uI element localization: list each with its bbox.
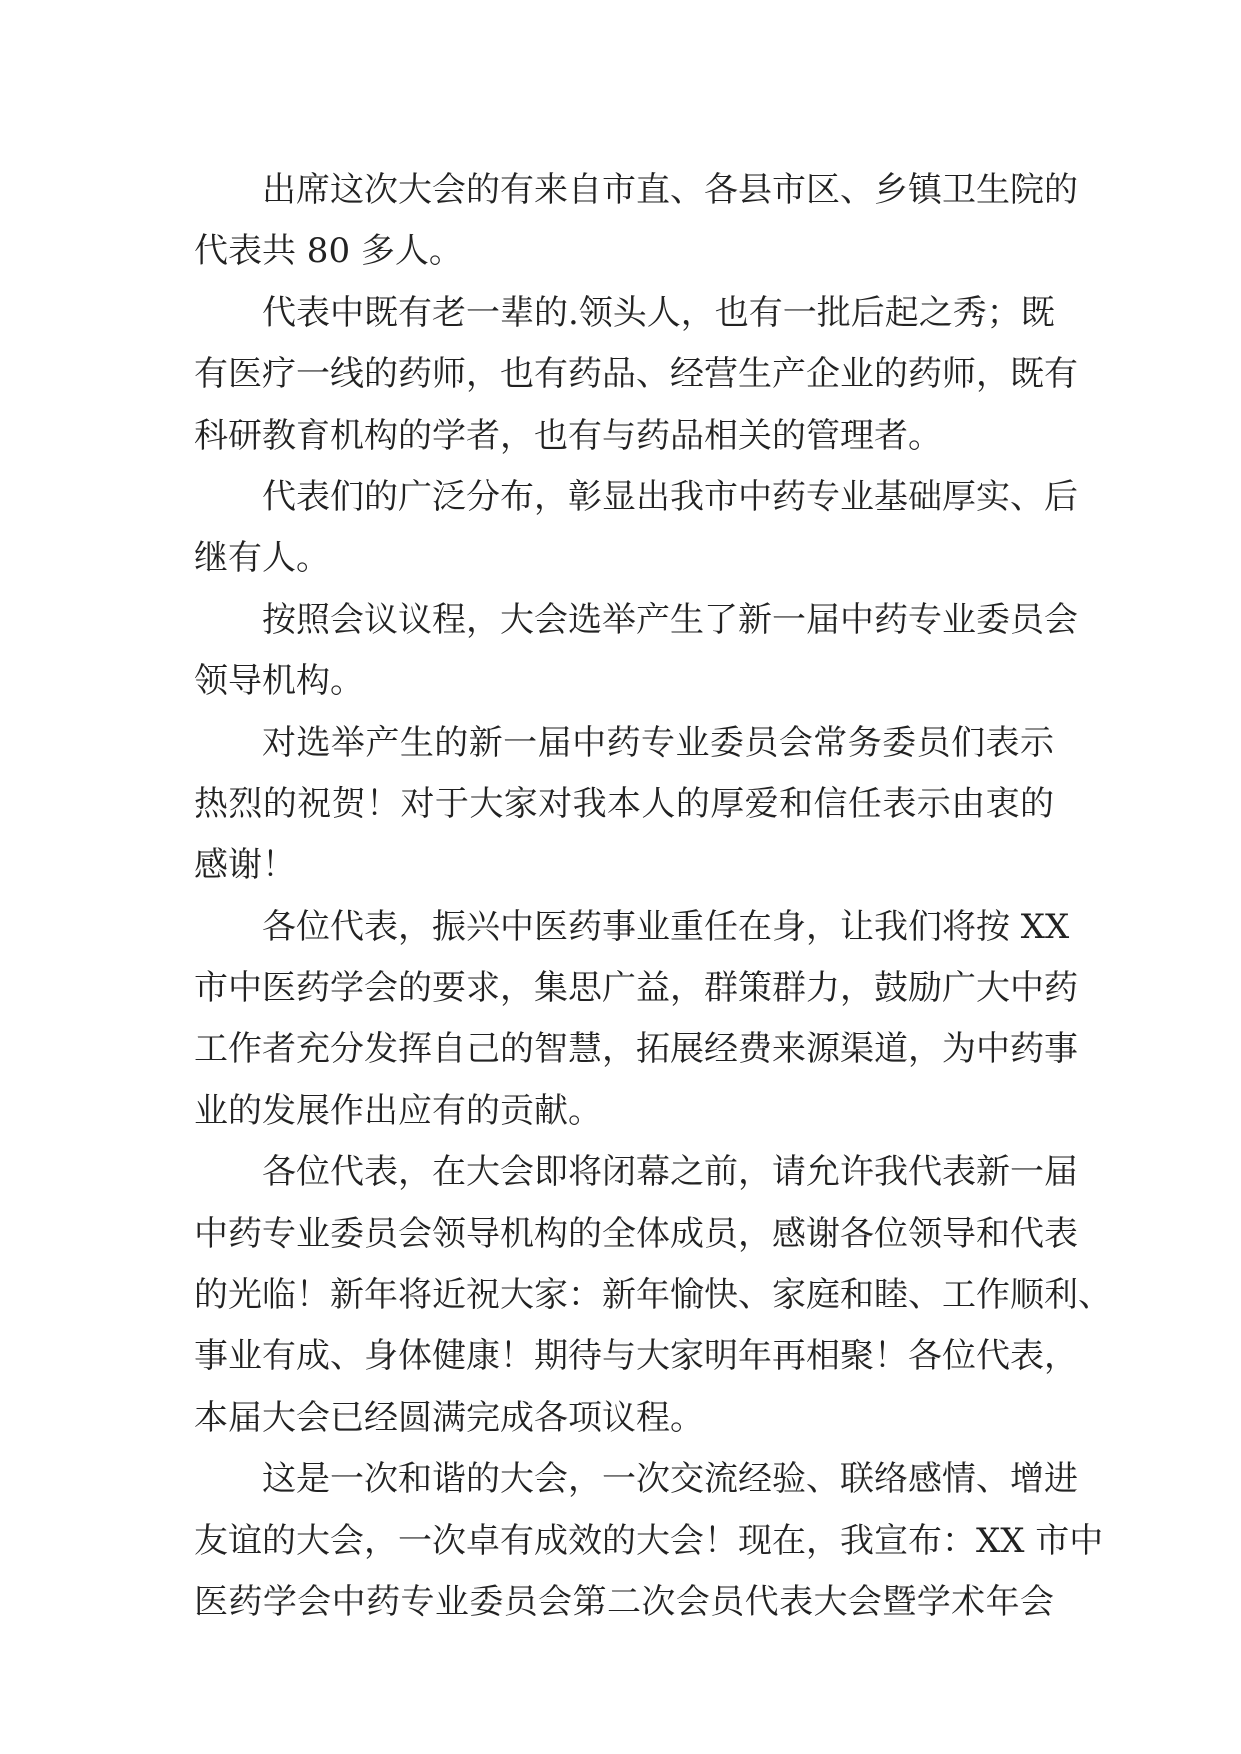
document-body [194, 160, 1112, 1633]
text-line: 友谊的大会，一次卓有成效的大会！现在，我宣布：XX 市中 [194, 1520, 1104, 1561]
text-line: 感谢！ [194, 845, 296, 886]
text-line: 业的发展作出应有的贡献。 [194, 1090, 602, 1131]
text-line: 出席这次大会的有来自市直、各县市区、乡镇卫生院的 [262, 170, 1078, 210]
text-line: 代表共 80 多人。 [194, 231, 463, 272]
paragraph-delegates [194, 283, 1078, 467]
text-line: 市中医药学会的要求，集思广益，群策群力，鼓励广大中药 [194, 968, 1078, 1009]
text-line: 这是一次和谐的大会，一次交流经验、联络感情、增进 [262, 1459, 1078, 1500]
text-line: 科研教育机构的学者，也有与药品相关的管理者。 [194, 415, 942, 456]
text-line: 代表中既有老一辈的.领头人，也有一批后起之秀；既 [262, 292, 1055, 333]
text-line: 各位代表，在大会即将闭幕之前，请允许我代表新一届 [262, 1152, 1078, 1193]
text-line: 事业有成、身体健康！期待与大家明年再相聚！各位代表， [194, 1336, 1078, 1377]
text-line: 中药专业委员会领导机构的全体成员，感谢各位领导和代表 [194, 1213, 1078, 1254]
text-line: 代表们的广泛分布，彰显出我市中药专业基础厚实、后 [262, 476, 1078, 517]
text-line: 本届大会已经圆满完成各项议程。 [194, 1397, 704, 1438]
paragraph-distribution [194, 467, 1078, 590]
text-line: 继有人。 [194, 538, 330, 579]
text-line: 按照会议议程，大会选举产生了新一届中药专业委员会 [262, 599, 1078, 640]
text-line: 领导机构。 [194, 661, 364, 702]
text-line: 有医疗一线的药师，也有药品、经营生产企业的药师，既有 [194, 354, 1078, 395]
text-line: 工作者充分发挥自己的智慧，拓展经费来源渠道，为中药事 [194, 1029, 1078, 1070]
paragraph-attendance [194, 160, 1078, 283]
paragraph-congratulations [194, 713, 1054, 897]
text-line: 医药学会中药专业委员会第二次会员代表大会暨学术年会 [194, 1581, 1054, 1622]
paragraph-mission [194, 897, 1078, 1143]
paragraph-closing [194, 1449, 1104, 1633]
text-line: 各位代表，振兴中医药事业重任在身，让我们将按 XX [262, 906, 1070, 947]
text-line: 的光临！新年将近祝大家：新年愉快、家庭和睦、工作顺利、 [194, 1275, 1112, 1316]
text-line: 热烈的祝贺！对于大家对我本人的厚爱和信任表示由衷的 [194, 783, 1054, 824]
paragraph-election [194, 590, 1078, 713]
paragraph-thanks [194, 1142, 1112, 1449]
text-line: 对选举产生的新一届中药专业委员会常务委员们表示 [262, 722, 1054, 763]
